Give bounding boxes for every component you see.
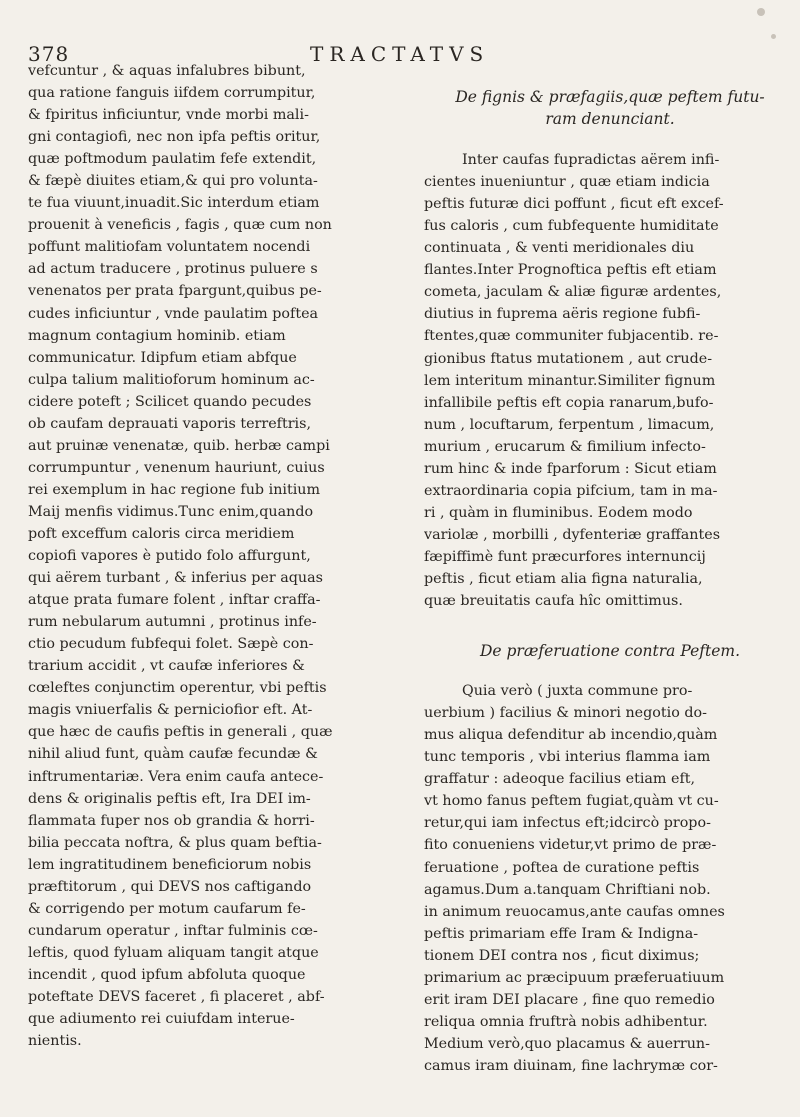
text-line: rum nebularum autumni , protinus infe- <box>28 614 317 631</box>
text-line: que hæc de caufis peftis in generali , quæ <box>28 724 333 741</box>
text-line: mus aliqua defenditur ab incendio,quàm <box>424 727 718 744</box>
text-line: ftentes,quæ communiter fubjacentib. re- <box>424 328 719 345</box>
text-line: Medium verò,quo placamus & auerrun- <box>424 1035 710 1052</box>
text-line: peftis , ficut etiam alia figna naturalia, <box>424 570 703 587</box>
text-line: præftitorum , qui DEVS nos caftigando <box>28 878 312 895</box>
spacer <box>424 662 796 680</box>
text-line: murium , erucarum & fimilium infecto- <box>424 438 706 455</box>
running-head: TRACTATVS <box>310 42 490 66</box>
text-line: erit iram DEI placare , fine quo remedio <box>424 991 715 1008</box>
text-line: venenatos per prata fpargunt,quibus pe- <box>28 283 322 300</box>
text-line: diutius in fuprema aëris regione fubfi- <box>424 306 701 323</box>
text-line: poteftate DEVS faceret , fi placeret , abf- <box>28 988 325 1005</box>
text-line: magis vniuerfalis & perniciofior eft. At- <box>28 702 313 719</box>
text-line: fus caloris , cum fubfequente humiditate <box>424 218 719 235</box>
text-line: ad actum traducere , protinus puluere s <box>28 261 318 278</box>
text-line: cudes inficiuntur , vnde paulatim poftea <box>28 305 319 322</box>
text-line: cientes inueniuntur , quæ etiam indicia <box>424 174 710 191</box>
text-line: num , locuftarum, ferpentum , limacum, <box>424 416 715 433</box>
text-line: gionibus ftatus mutationem , aut crude- <box>424 350 713 367</box>
text-line: bilia peccata noftra, & plus quam beftia- <box>28 834 322 851</box>
text-line: rei exemplum in hac regione fub initium <box>28 481 321 498</box>
text-line: atque prata fumare folent , inftar craffa- <box>28 592 321 609</box>
text-line: dens & originalis peftis eft, Ira DEI im- <box>28 790 311 807</box>
text-line: retur,qui iam infectus eft;idcircò propo- <box>424 815 711 832</box>
text-line: trarium accidit , vt caufæ inferiores & <box>28 658 305 675</box>
text-line: corrumpuntur , venenum hauriunt, cuius <box>28 459 325 476</box>
text-line: ri , quàm in fluminibus. Eodem modo <box>424 504 693 521</box>
text-line: que adiumento rei cuiufdam interue- <box>28 1011 295 1028</box>
text-line: peftis primariam effe Iram & Indigna- <box>424 925 699 942</box>
text-line: vt homo fanus peftem fugiat,quàm vt cu- <box>424 793 719 810</box>
text-line: leftis, quod fyluam aliquam tangit atque <box>28 944 319 961</box>
text-line: qua ratione fanguis iifdem corrumpitur, <box>28 85 316 102</box>
text-line: ctio pecudum fubfequi folet. Sæpè con- <box>28 636 314 653</box>
text-line: feruatione , poftea de curatione peftis <box>424 859 700 876</box>
text-line: ob caufam deprauati vaporis terreftris, <box>28 415 311 432</box>
section-preservation-text <box>424 680 796 1077</box>
text-line: tionem DEI contra nos , ficut diximus; <box>424 947 700 964</box>
text-line: quæ breuitatis caufa hîc omittimus. <box>424 593 683 610</box>
section-heading-signs: De fignis & præfagiis,quæ peftem futu- <box>455 88 765 106</box>
text-line: cœleftes conjunctim operentur, vbi peftis <box>28 680 327 697</box>
section-signs-text <box>424 149 796 612</box>
text-line: infallibile peftis eft copia ranarum,bufo- <box>424 394 714 411</box>
text-line: cometa, jaculam & aliæ figuræ ardentes, <box>424 284 722 301</box>
text-line: extraordinaria copia pifcium, tam in ma- <box>424 482 718 499</box>
text-line: nientis. <box>28 1033 82 1050</box>
text-line: flammata fuper nos ob grandia & horri- <box>28 812 315 829</box>
spacer <box>424 612 796 640</box>
ink-stain <box>771 34 776 39</box>
text-line: peftis futuræ dici poffunt , ficut eft excef- <box>424 196 724 213</box>
text-line: uerbium ) facilius & minori negotio do- <box>424 705 707 722</box>
text-line: culpa talium malitioforum hominum ac- <box>28 371 315 388</box>
text-line: rum hinc & inde fparforum : Sicut etiam <box>424 460 717 477</box>
section-heading-preservation: De præferuatione contra Peftem. <box>479 642 741 661</box>
text-line: graffatur : adeoque facilius etiam eft, <box>424 771 696 788</box>
text-line: te fua viuunt,inuadit.Sic interdum etiam <box>28 195 320 212</box>
text-line: cundarum operatur , inftar fulminis cœ- <box>28 922 318 939</box>
text-line: & corrigendo per motum caufarum fe- <box>28 900 306 917</box>
text-line: Inter caufas fupradictas aërem infi- <box>462 152 720 169</box>
text-line: vefcuntur , & aquas infalubres bibunt, <box>28 63 306 79</box>
text-line: qui aërem turbant , & inferius per aquas <box>28 570 323 587</box>
text-line: gni contagiofi, nec non ipfa peftis oritur, <box>28 129 321 146</box>
text-line: & fæpè diuites etiam,& qui pro volunta- <box>28 173 318 190</box>
text-line: Quia verò ( juxta commune pro- <box>462 683 693 700</box>
text-line: continuata , & venti meridionales diu <box>424 240 695 257</box>
spacer <box>424 131 796 149</box>
text-line: variolæ , morbilli , dyfenteriæ graffantes <box>424 526 721 543</box>
text-line: communicatur. Idipfum etiam abfque <box>28 349 297 366</box>
text-line: primarium ac præcipuum præferuatiuum <box>424 969 725 986</box>
left-column <box>28 60 396 1052</box>
text-line: copiofi vapores è putido folo affurgunt, <box>28 548 311 565</box>
text-line: camus iram diuinam, fine lachrymæ cor- <box>424 1057 718 1074</box>
text-line: & fpiritus inficiuntur, vnde morbi mali- <box>28 107 309 124</box>
text-line: tunc temporis , vbi interius flamma iam <box>424 749 711 766</box>
text-line: cidere poteft ; Scilicet quando pecudes <box>28 393 312 410</box>
text-line: prouenit à veneficis , fagis , quæ cum non <box>28 217 332 234</box>
text-line: magnum contagium hominib. etiam <box>28 327 286 344</box>
page-number: 378 <box>28 42 70 66</box>
text-line: lem ingratitudinem beneficiorum nobis <box>28 856 312 873</box>
text-line: inftrumentariæ. Vera enim caufa antece- <box>28 768 324 785</box>
text-line: nihil aliud funt, quàm caufæ fecundæ & <box>28 746 318 763</box>
text-line: agamus.Dum a.tanquam Chriftiani nob. <box>424 881 711 898</box>
text-line: aut pruinæ venenatæ, quib. herbæ campi <box>28 437 330 454</box>
text-line: poft exceffum caloris circa meridiem <box>28 525 295 542</box>
section-heading-signs: ram denunciant. <box>545 110 675 129</box>
ink-stain <box>757 8 765 16</box>
text-line: incendit , quod ipfum abfoluta quoque <box>28 966 306 983</box>
text-line: poffunt malitiofam voluntatem nocendi <box>28 239 311 256</box>
text-line: lem interitum minantur.Similiter fignum <box>424 372 716 389</box>
text-line: fito conueniens videtur,vt primo de præ- <box>424 837 717 854</box>
text-line: in animum reuocamus,ante caufas omnes <box>424 903 725 920</box>
text-line: reliqua omnia fruftrà nobis adhibentur. <box>424 1013 708 1030</box>
text-line: quæ poftmodum paulatim fefe extendit, <box>28 151 317 168</box>
text-line: flantes.Inter Prognoftica peftis eft etiam <box>424 262 717 279</box>
right-column <box>424 87 796 1077</box>
text-line: Maij menfis vidimus.Tunc enim,quando <box>28 503 314 520</box>
text-line: fæpiffimè funt præcurfores internuncij <box>424 548 706 565</box>
